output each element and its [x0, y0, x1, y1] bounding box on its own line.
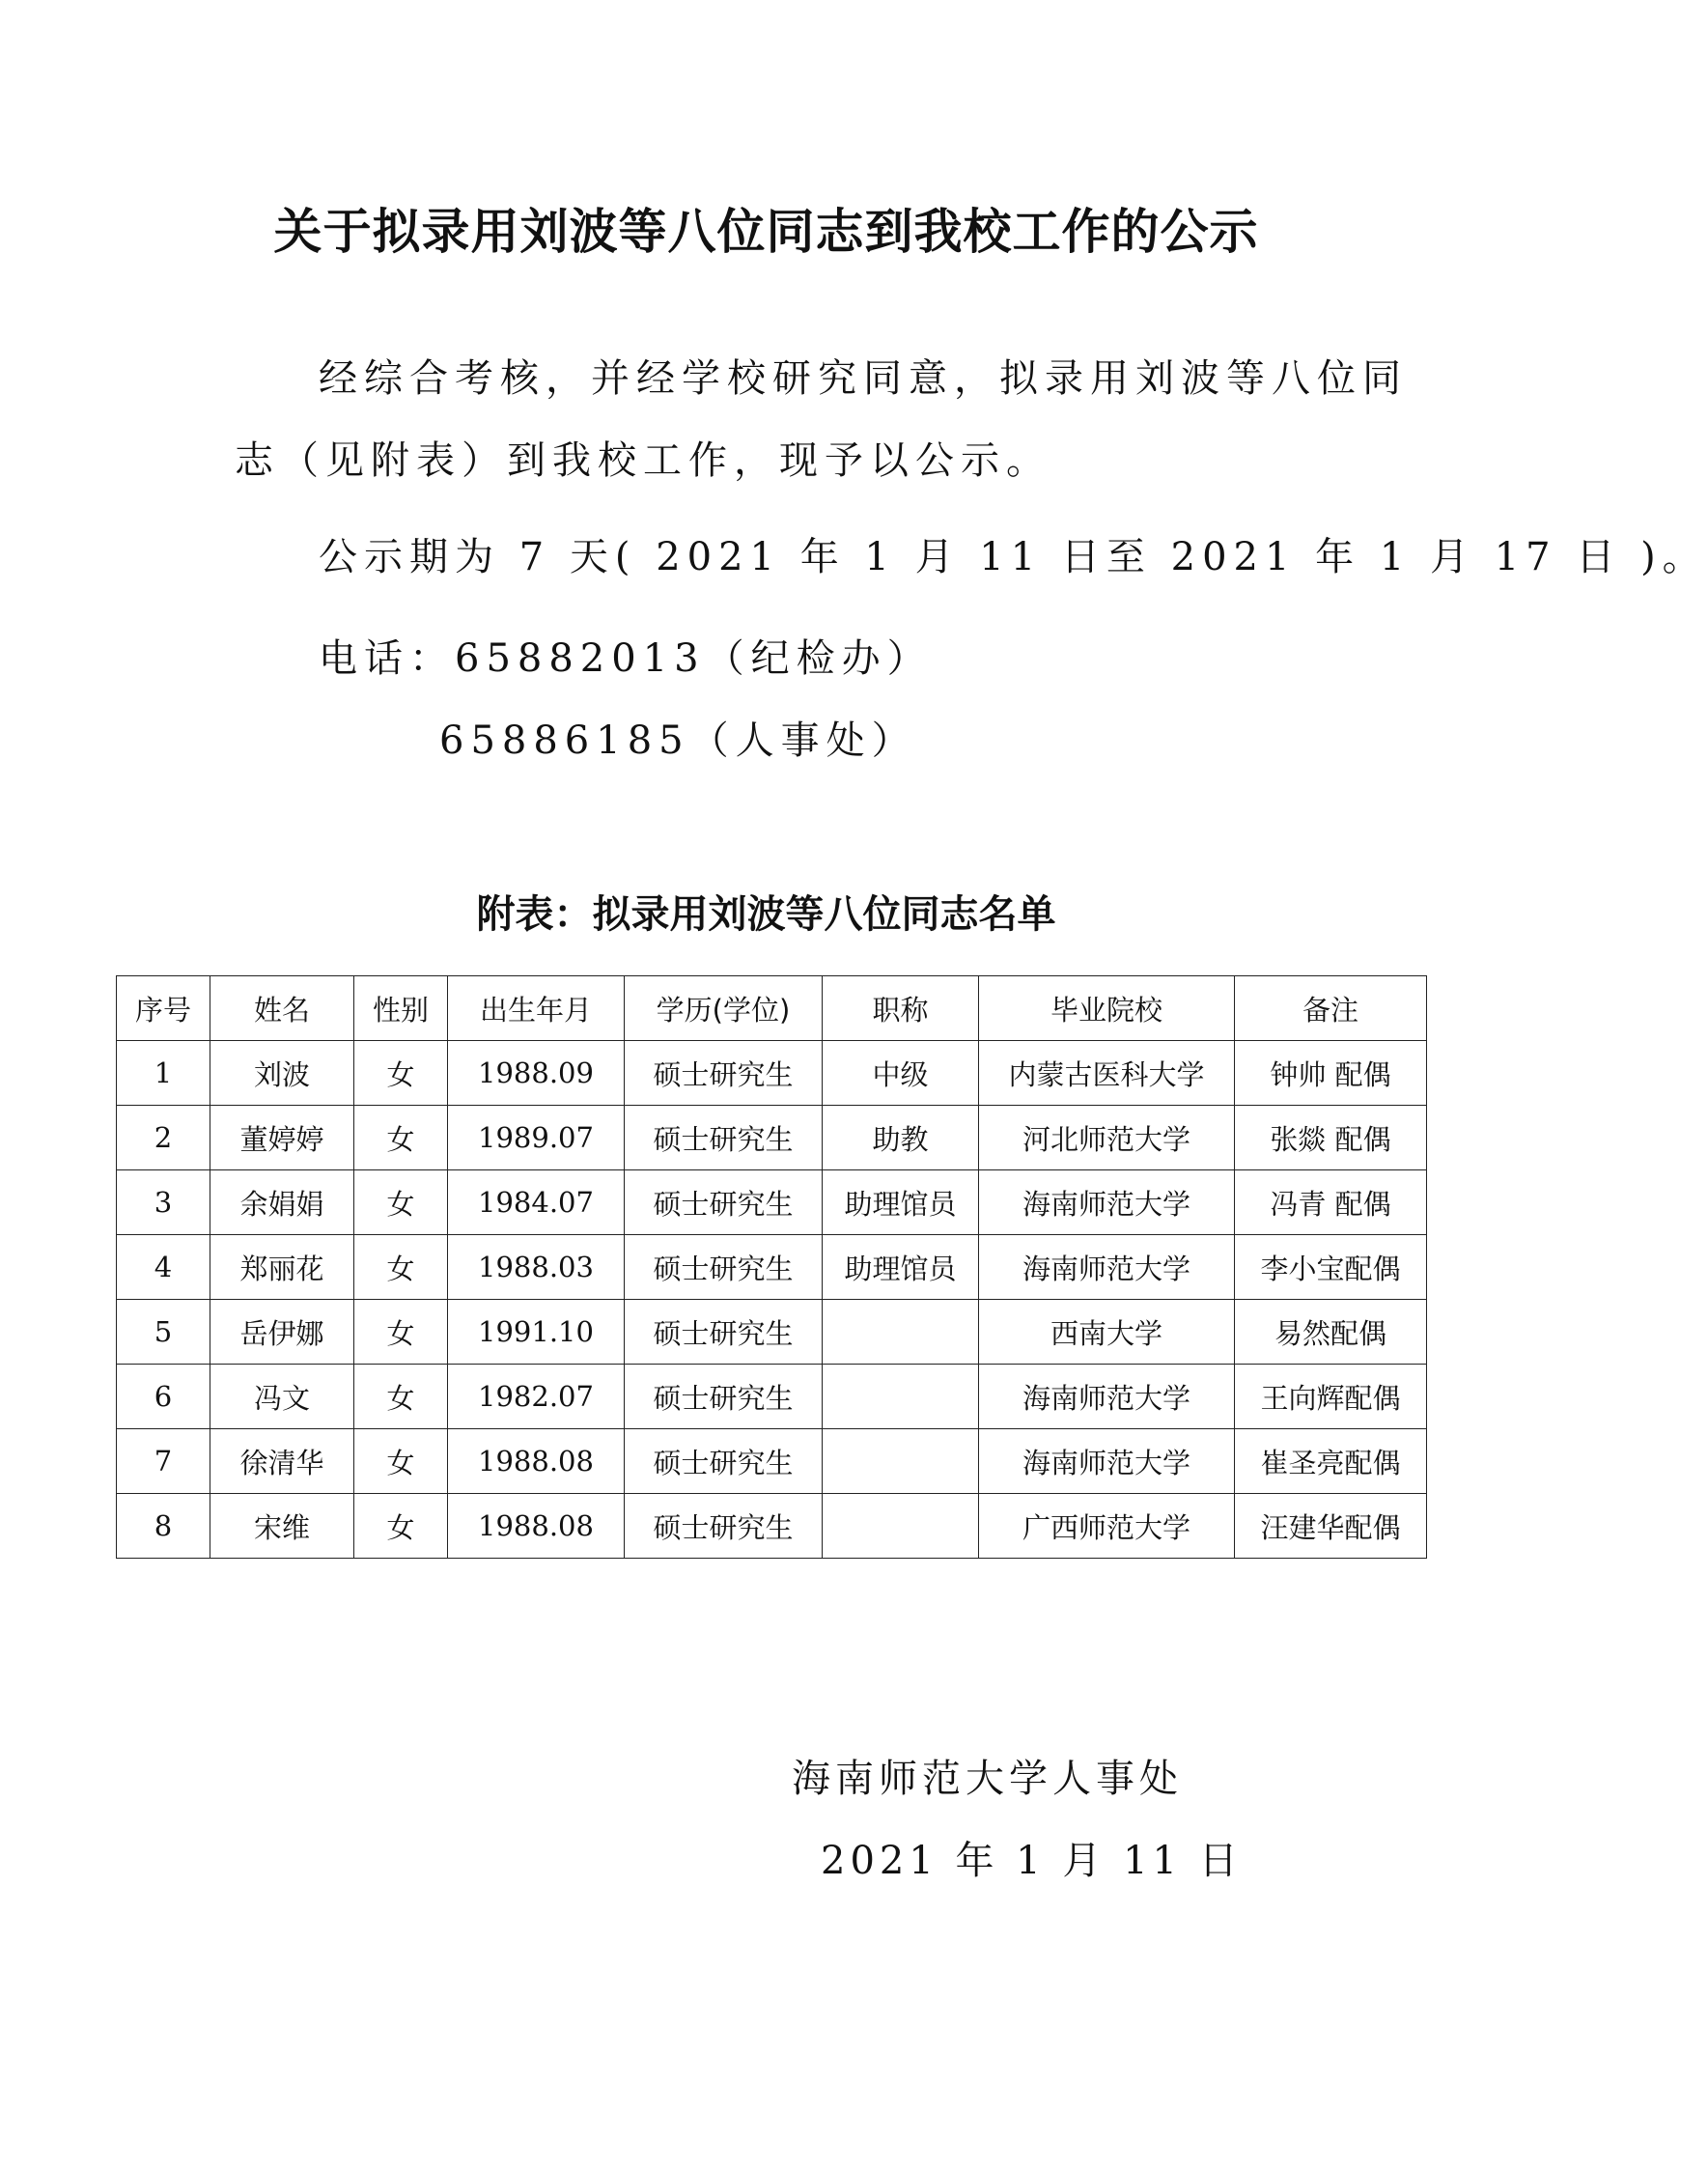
table-header-row [117, 976, 1427, 1041]
table-cell: 易然配偶 [1235, 1300, 1427, 1365]
document-title: 关于拟录用刘波等八位同志到我校工作的公示 [273, 204, 1259, 260]
table-cell: 郑丽花 [210, 1235, 354, 1300]
table-cell: 1988.08 [448, 1429, 625, 1494]
table-cell: 1988.09 [448, 1041, 625, 1106]
table-row [117, 1429, 1427, 1494]
publicity-period: 公示期为 7 天( 2021 年 1 月 11 日至 2021 年 1 月 17 日 )。 [319, 535, 1708, 579]
table-cell: 汪建华配偶 [1235, 1494, 1427, 1559]
header-cell: 出生年月 [448, 976, 625, 1041]
table-cell: 硕士研究生 [625, 1106, 823, 1170]
table-cell: 1982.07 [448, 1365, 625, 1429]
header-cell: 毕业院校 [979, 976, 1235, 1041]
header-cell: 序号 [117, 976, 210, 1041]
table-cell: 徐清华 [210, 1429, 354, 1494]
table-row [117, 1365, 1427, 1429]
table-cell: 张燚 配偶 [1235, 1106, 1427, 1170]
header-cell: 备注 [1235, 976, 1427, 1041]
table-cell: 广西师范大学 [979, 1494, 1235, 1559]
table-cell [823, 1300, 979, 1365]
table-cell: 4 [117, 1235, 210, 1300]
table-cell: 女 [354, 1106, 448, 1170]
table-cell: 硕士研究生 [625, 1300, 823, 1365]
table-cell: 硕士研究生 [625, 1429, 823, 1494]
table-cell: 女 [354, 1494, 448, 1559]
table-row [117, 1170, 1427, 1235]
table-cell: 1988.08 [448, 1494, 625, 1559]
table-row [117, 1041, 1427, 1106]
table-cell: 李小宝配偶 [1235, 1235, 1427, 1300]
table-cell: 硕士研究生 [625, 1494, 823, 1559]
table-cell: 硕士研究生 [625, 1041, 823, 1106]
table-cell: 8 [117, 1494, 210, 1559]
table-cell [823, 1494, 979, 1559]
phone-line-2: 65886185（人事处） [439, 718, 917, 763]
table-cell: 岳伊娜 [210, 1300, 354, 1365]
table-row [117, 1106, 1427, 1170]
table-cell: 董婷婷 [210, 1106, 354, 1170]
header-cell: 职称 [823, 976, 979, 1041]
table-cell: 中级 [823, 1041, 979, 1106]
signature-organization: 海南师范大学人事处 [792, 1757, 1183, 1801]
table-cell: 1984.07 [448, 1170, 625, 1235]
signature-date: 2021 年 1 月 11 日 [821, 1839, 1243, 1883]
table-row [117, 1494, 1427, 1559]
table-cell: 海南师范大学 [979, 1429, 1235, 1494]
table-cell: 6 [117, 1365, 210, 1429]
table-cell: 硕士研究生 [625, 1235, 823, 1300]
table-cell: 助理馆员 [823, 1235, 979, 1300]
table-cell: 助理馆员 [823, 1170, 979, 1235]
table-cell: 崔圣亮配偶 [1235, 1429, 1427, 1494]
table-cell: 女 [354, 1235, 448, 1300]
table-cell: 7 [117, 1429, 210, 1494]
table-cell: 宋维 [210, 1494, 354, 1559]
table-cell: 海南师范大学 [979, 1170, 1235, 1235]
table-cell: 王向辉配偶 [1235, 1365, 1427, 1429]
header-cell: 姓名 [210, 976, 354, 1041]
table-cell: 女 [354, 1041, 448, 1106]
table-cell: 助教 [823, 1106, 979, 1170]
table-cell: 冯青 配偶 [1235, 1170, 1427, 1235]
table-cell: 刘波 [210, 1041, 354, 1106]
table-cell: 余娟娟 [210, 1170, 354, 1235]
table-cell: 钟帅 配偶 [1235, 1041, 1427, 1106]
table-row [117, 1235, 1427, 1300]
phone-line-1: 电话：65882013（纪检办） [319, 636, 933, 681]
paragraph-1-line-2: 志（见附表）到我校工作，现予以公示。 [235, 438, 1051, 483]
table-cell: 海南师范大学 [979, 1365, 1235, 1429]
table-cell: 海南师范大学 [979, 1235, 1235, 1300]
table-cell: 3 [117, 1170, 210, 1235]
roster-table [116, 975, 1427, 1559]
table-cell: 1 [117, 1041, 210, 1106]
table-cell [823, 1365, 979, 1429]
paragraph-1-line-1: 经综合考核，并经学校研究同意，拟录用刘波等八位同 [319, 356, 1408, 401]
table-cell: 2 [117, 1106, 210, 1170]
table-cell: 硕士研究生 [625, 1365, 823, 1429]
table-cell: 女 [354, 1429, 448, 1494]
header-cell: 学历(学位) [625, 976, 823, 1041]
table-row [117, 1300, 1427, 1365]
table-cell: 硕士研究生 [625, 1170, 823, 1235]
table-title: 附表：拟录用刘波等八位同志名单 [476, 892, 1056, 937]
table-cell [823, 1429, 979, 1494]
table-cell: 女 [354, 1300, 448, 1365]
table-cell: 西南大学 [979, 1300, 1235, 1365]
table-cell: 女 [354, 1365, 448, 1429]
table-cell: 1988.03 [448, 1235, 625, 1300]
table-cell: 河北师范大学 [979, 1106, 1235, 1170]
table-cell: 5 [117, 1300, 210, 1365]
table-cell: 1991.10 [448, 1300, 625, 1365]
table-cell: 内蒙古医科大学 [979, 1041, 1235, 1106]
header-cell: 性别 [354, 976, 448, 1041]
table-cell: 冯文 [210, 1365, 354, 1429]
table-cell: 1989.07 [448, 1106, 625, 1170]
table-cell: 女 [354, 1170, 448, 1235]
